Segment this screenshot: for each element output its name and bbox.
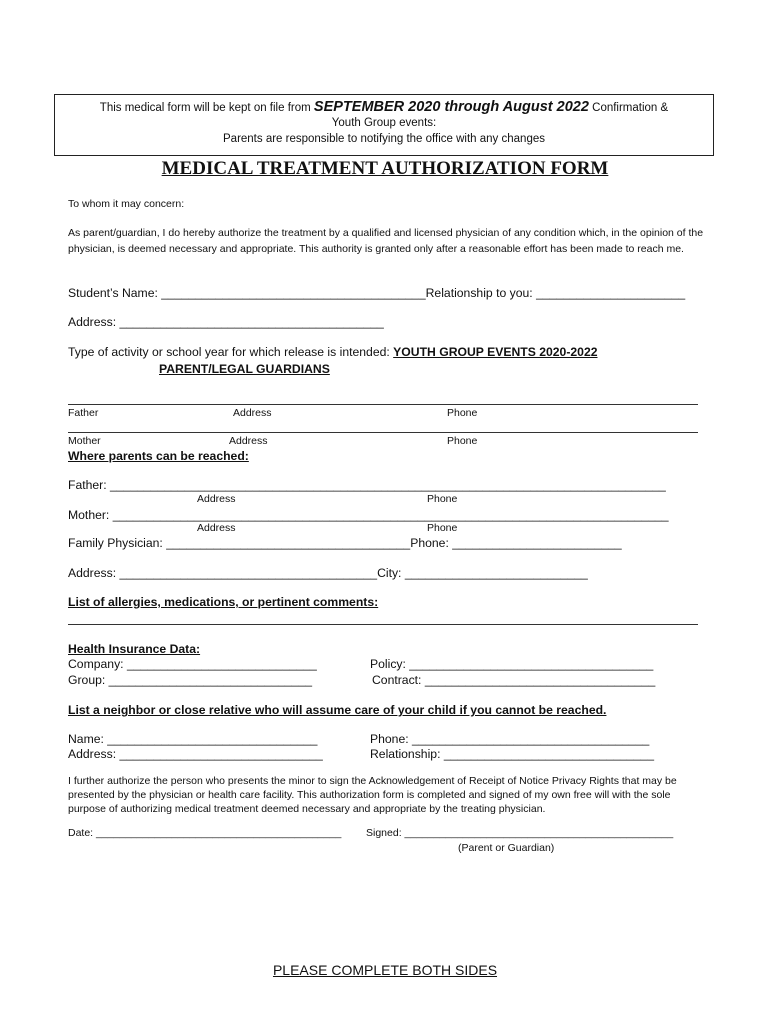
physician-address-label: Address: bbox=[68, 566, 120, 580]
neighbor-phone-row bbox=[370, 732, 649, 746]
date-field[interactable]: __________________________________________ bbox=[96, 827, 342, 839]
reach-mother-label: Mother: bbox=[68, 508, 113, 522]
mother-col-label: Mother bbox=[68, 435, 101, 447]
neighbor-relationship-field[interactable]: _______________________________ bbox=[443, 747, 654, 761]
insurance-policy-row bbox=[370, 657, 653, 671]
reach-mother-field[interactable]: __________________________________________________________________________________ bbox=[112, 508, 669, 522]
neighbor-phone-field[interactable]: ___________________________________ bbox=[412, 732, 650, 746]
contract-label: Contract: bbox=[372, 673, 425, 687]
date-row bbox=[68, 827, 341, 839]
reach-mother-row bbox=[68, 508, 669, 522]
neighbor-relationship-label: Relationship: bbox=[370, 747, 444, 761]
guardians-subheading: PARENT/LEGAL GUARDIANS bbox=[159, 362, 330, 376]
mother-address-col-label: Address bbox=[229, 435, 268, 447]
notice-dates: SEPTEMBER 2020 through August 2022 bbox=[313, 99, 589, 115]
footer-text: PLEASE COMPLETE BOTH SIDES bbox=[272, 962, 498, 978]
physician-address-row bbox=[68, 566, 588, 580]
father-address-col-label: Address bbox=[233, 407, 272, 419]
neighbor-phone-label: Phone: bbox=[370, 732, 413, 746]
physician-row bbox=[68, 536, 622, 550]
notice-prefix: This medical form will be kept on file from bbox=[99, 102, 314, 114]
neighbor-heading: List a neighbor or close relative who will assume care of your child if you cannot be reached. bbox=[68, 703, 607, 717]
physician-phone-label: Phone: bbox=[410, 536, 453, 550]
father-phone-col-label: Phone bbox=[447, 407, 478, 419]
signature-field[interactable]: ______________________________________________ bbox=[404, 827, 674, 839]
activity-value: YOUTH GROUP EVENTS 2020-2022 bbox=[393, 345, 598, 359]
reach-father-label: Father: bbox=[68, 478, 110, 492]
authorization-paragraph: As parent/guardian, I do hereby authorize the treatment by a qualified and licensed physician of any condition which, in the opinion of the physician, is deemed necessary and appropriate. This authority is granted only after a reasonable effort has been made to reach me. bbox=[68, 227, 704, 255]
neighbor-address-label: Address: bbox=[68, 747, 120, 761]
neighbor-name-label: Name: bbox=[68, 732, 108, 746]
policy-field[interactable]: ____________________________________ bbox=[409, 657, 654, 671]
reach-mother-address-caption: Address bbox=[197, 522, 236, 534]
insurance-company-row bbox=[68, 657, 317, 671]
reach-father-phone-caption: Phone bbox=[427, 493, 458, 505]
reach-father-row bbox=[68, 478, 666, 492]
student-name-label: Student’s Name: bbox=[68, 286, 162, 300]
mother-phone-col-label: Phone bbox=[447, 435, 478, 447]
physician-field[interactable]: ____________________________________ bbox=[166, 536, 411, 550]
signature-caption: (Parent or Guardian) bbox=[458, 842, 555, 854]
student-address-row bbox=[68, 315, 384, 329]
notice-line-2: Youth Group events: bbox=[331, 117, 437, 129]
neighbor-address-field[interactable]: ______________________________ bbox=[119, 747, 323, 761]
signed-label: Signed: bbox=[366, 827, 405, 839]
activity-label: Type of activity or school year for which release is intended: bbox=[68, 345, 394, 359]
notice-line-1 bbox=[54, 99, 714, 115]
salutation: To whom it may concern: bbox=[68, 198, 185, 210]
form-title: MEDICAL TREATMENT AUTHORIZATION FORM bbox=[161, 158, 609, 179]
city-field[interactable]: ___________________________ bbox=[404, 566, 588, 580]
signed-row bbox=[366, 827, 673, 839]
relationship-field[interactable]: ______________________ bbox=[536, 286, 686, 300]
company-label: Company: bbox=[68, 657, 127, 671]
date-label: Date: bbox=[68, 827, 97, 839]
insurance-contract-row bbox=[372, 673, 655, 687]
insurance-group-row bbox=[68, 673, 312, 687]
neighbor-relationship-row bbox=[370, 747, 654, 761]
neighbor-name-row bbox=[68, 732, 317, 746]
notice-suffix: Confirmation & bbox=[588, 102, 669, 114]
privacy-paragraph: I further authorize the person who presents the minor to sign the Acknowledgement of Receipt of Notice Privacy Rights that may be presented by the physician or health care facility. This authorization form is completed and signed of my own free will with the sole purpose of authorizing medical treatment deemed necessary and appropriate by the treating physician. bbox=[68, 775, 677, 815]
contract-field[interactable]: __________________________________ bbox=[424, 673, 656, 687]
group-label: Group: bbox=[68, 673, 109, 687]
student-address-field[interactable]: _______________________________________ bbox=[119, 315, 384, 329]
allergies-heading: List of allergies, medications, or pertinent comments: bbox=[68, 595, 379, 609]
physician-address-field[interactable]: ______________________________________ bbox=[119, 566, 378, 580]
father-col-label: Father bbox=[68, 407, 99, 419]
company-field[interactable]: ____________________________ bbox=[126, 657, 317, 671]
student-name-field[interactable]: _______________________________________ bbox=[161, 286, 426, 300]
policy-label: Policy: bbox=[370, 657, 410, 671]
relationship-label: Relationship to you: bbox=[425, 286, 537, 300]
footer bbox=[0, 962, 770, 978]
group-field[interactable]: ______________________________ bbox=[108, 673, 312, 687]
notice-line-3: Parents are responsible to notifying the office with any changes bbox=[223, 133, 545, 145]
insurance-heading: Health Insurance Data: bbox=[68, 642, 201, 656]
activity-row bbox=[68, 345, 598, 359]
father-line[interactable] bbox=[68, 404, 698, 405]
reach-father-field[interactable]: __________________________________________________________________________________ bbox=[110, 478, 666, 492]
student-address-label: Address: bbox=[68, 315, 120, 329]
student-name-row bbox=[68, 286, 685, 300]
reach-mother-phone-caption: Phone bbox=[427, 522, 458, 534]
physician-phone-field[interactable]: _________________________ bbox=[452, 536, 622, 550]
neighbor-name-field[interactable]: _______________________________ bbox=[107, 732, 318, 746]
physician-label: Family Physician: bbox=[68, 536, 167, 550]
city-label: City: bbox=[377, 566, 405, 580]
mother-line[interactable] bbox=[68, 432, 698, 433]
neighbor-address-row bbox=[68, 747, 323, 761]
reach-heading: Where parents can be reached: bbox=[68, 449, 249, 463]
reach-father-address-caption: Address bbox=[197, 493, 236, 505]
allergies-line[interactable] bbox=[68, 624, 698, 625]
